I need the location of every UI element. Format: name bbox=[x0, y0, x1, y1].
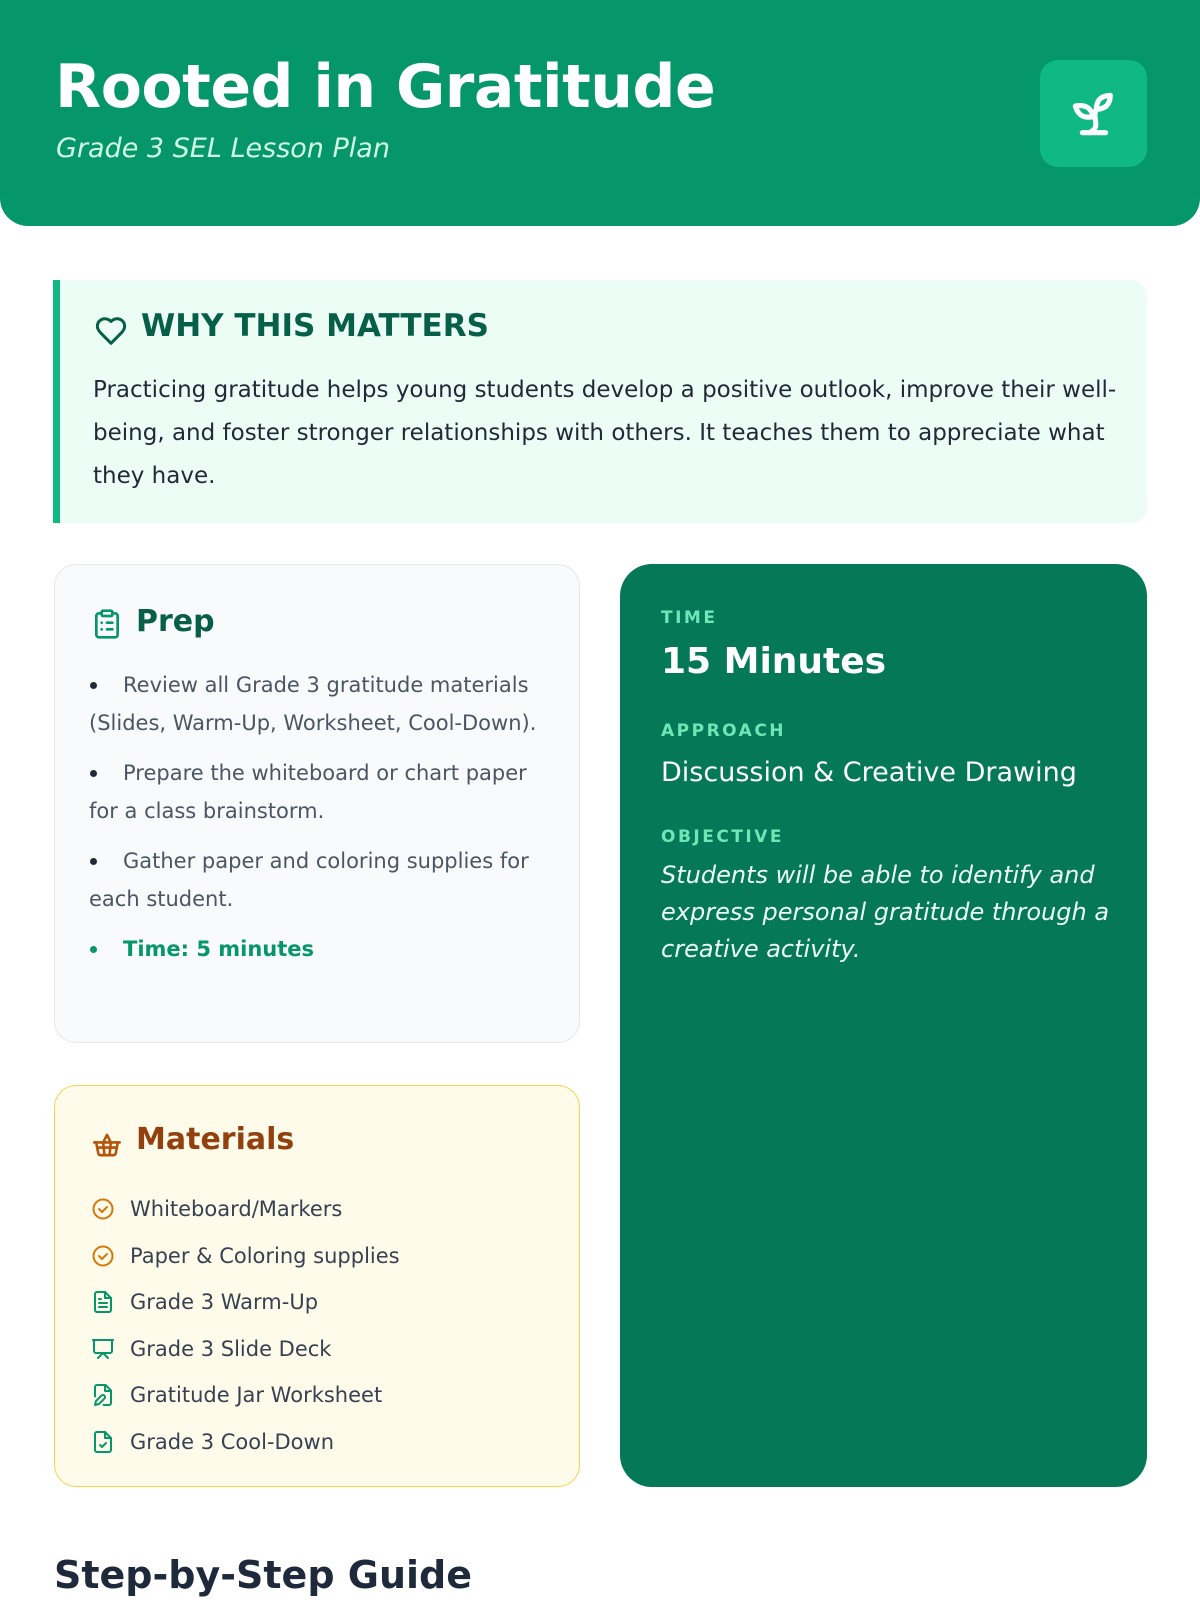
time-value: 15 Minutes bbox=[661, 641, 887, 682]
why-this-matters-card bbox=[53, 280, 1147, 523]
material-item bbox=[90, 1279, 400, 1326]
material-item bbox=[90, 1186, 400, 1233]
objective-label: OBJECTIVE bbox=[661, 827, 785, 847]
materials-card bbox=[54, 1085, 580, 1487]
material-label: Grade 3 Slide Deck bbox=[130, 1336, 332, 1361]
why-title: WHY THIS MATTERS bbox=[141, 308, 489, 344]
approach-label: APPROACH bbox=[661, 721, 787, 741]
materials-title: Materials bbox=[136, 1122, 295, 1157]
material-item bbox=[90, 1372, 400, 1419]
lesson-info-card bbox=[620, 564, 1147, 1487]
material-label: Grade 3 Warm-Up bbox=[130, 1290, 319, 1315]
file-text-icon bbox=[90, 1289, 116, 1315]
sprout-icon bbox=[1066, 86, 1122, 142]
prep-item: Review all Grade 3 gratitude materials (Slides, Warm-Up, Worksheet, Cool-Down). bbox=[89, 666, 539, 742]
sprout-logo bbox=[1040, 60, 1147, 167]
circle-check-icon bbox=[90, 1196, 116, 1222]
heart-icon bbox=[94, 316, 128, 346]
page-title: Rooted in Gratitude bbox=[55, 52, 716, 122]
material-label: Gratitude Jar Worksheet bbox=[130, 1383, 383, 1408]
prep-title: Prep bbox=[136, 604, 215, 639]
material-label: Paper & Coloring supplies bbox=[130, 1243, 400, 1268]
prep-time-item: Time: 5 minutes bbox=[89, 930, 539, 968]
step-by-step-heading: Step-by-Step Guide bbox=[54, 1553, 472, 1597]
material-label: Grade 3 Cool-Down bbox=[130, 1429, 335, 1454]
prep-item: Gather paper and coloring supplies for each student. bbox=[89, 842, 539, 918]
file-check-icon bbox=[90, 1429, 116, 1455]
materials-list bbox=[90, 1186, 400, 1465]
prep-card bbox=[54, 564, 580, 1043]
material-item bbox=[90, 1233, 400, 1280]
time-label: TIME bbox=[661, 608, 718, 628]
material-item bbox=[90, 1326, 400, 1373]
clipboard-list-icon bbox=[91, 608, 123, 640]
basket-icon bbox=[91, 1131, 123, 1159]
approach-value: Discussion & Creative Drawing bbox=[661, 757, 1077, 788]
file-edit-icon bbox=[90, 1382, 116, 1408]
prep-list bbox=[89, 666, 539, 980]
prep-item: Prepare the whiteboard or chart paper for a class brainstorm. bbox=[89, 754, 539, 830]
objective-value: Students will be able to identify and express personal gratitude through a creative activity. bbox=[661, 861, 1110, 963]
material-item bbox=[90, 1419, 400, 1466]
presentation-icon bbox=[90, 1336, 116, 1362]
material-label: Whiteboard/Markers bbox=[130, 1197, 343, 1222]
why-body: Practicing gratitude helps young students develop a positive outlook, improve their well-being, and foster stronger relationships with others. It teaches them to appreciate what they have. bbox=[93, 377, 1117, 489]
page-subtitle: Grade 3 SEL Lesson Plan bbox=[56, 133, 390, 164]
circle-check-icon bbox=[90, 1243, 116, 1269]
lesson-header bbox=[0, 0, 1200, 226]
